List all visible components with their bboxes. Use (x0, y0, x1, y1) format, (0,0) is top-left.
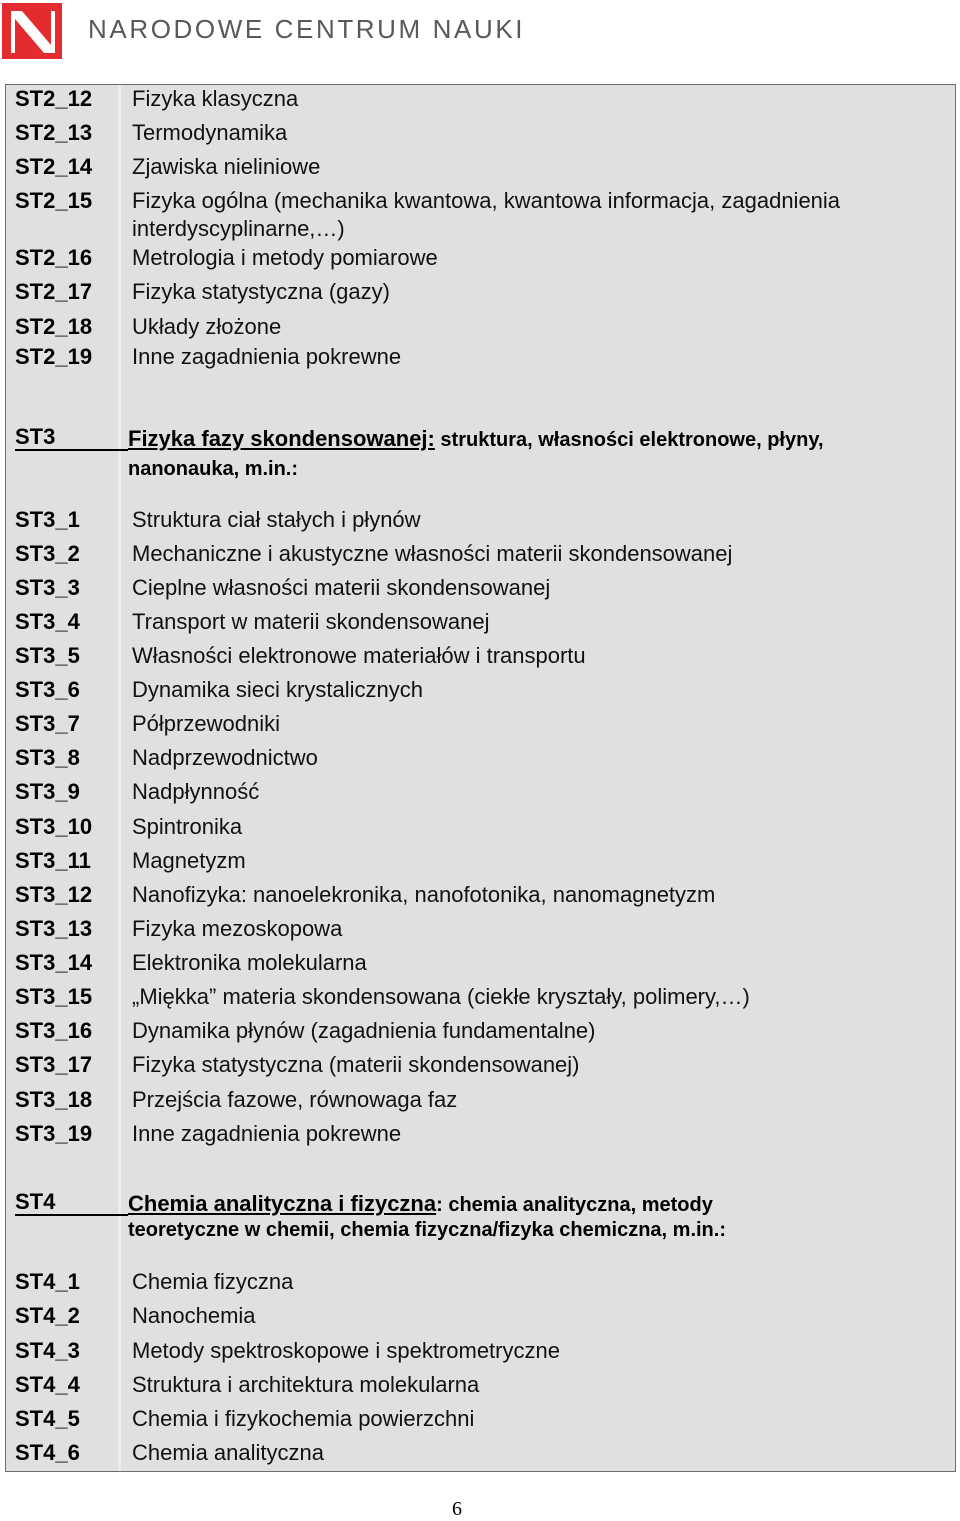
discipline-code: ST4_3 (15, 1338, 80, 1363)
section-title-line2: nanonauka, m.in.: (128, 458, 299, 480)
heading-underline (15, 1214, 128, 1216)
discipline-code: ST4_6 (15, 1440, 80, 1465)
discipline-name: Chemia fizyczna (132, 1269, 294, 1294)
discipline-code: ST2_12 (15, 86, 93, 111)
discipline-row (5, 1337, 956, 1371)
discipline-name-continued: interdyscyplinarne,…) (132, 216, 345, 241)
discipline-code: ST3_15 (15, 984, 93, 1009)
discipline-row (5, 540, 956, 574)
page-number: 6 (452, 1498, 462, 1520)
discipline-code: ST3_5 (15, 643, 80, 668)
discipline-name: Chemia i fizykochemia powierzchni (132, 1406, 475, 1431)
discipline-row (5, 676, 956, 710)
discipline-code: ST4_1 (15, 1269, 80, 1294)
section-code: ST4 (15, 1189, 56, 1214)
discipline-row (5, 343, 956, 377)
discipline-code: ST2_16 (15, 245, 93, 270)
section-title-line2: teoretyczne w chemii, chemia fizyczna/fizyka chemiczna, m.in.: (128, 1219, 726, 1241)
discipline-code: ST3_2 (15, 541, 80, 566)
discipline-name: „Miękka” materia skondensowana (ciekłe kryształy, polimery,…) (132, 984, 750, 1009)
discipline-row (5, 847, 956, 881)
discipline-row (5, 642, 956, 676)
discipline-name: Inne zagadnienia pokrewne (132, 1121, 402, 1146)
discipline-row (5, 85, 956, 119)
discipline-code: ST3_17 (15, 1052, 93, 1077)
discipline-name: Fizyka mezoskopowa (132, 916, 343, 941)
discipline-row (5, 744, 956, 778)
discipline-code: ST3_7 (15, 711, 80, 736)
discipline-name: Cieplne własności materii skondensowanej (132, 575, 551, 600)
discipline-code: ST4_5 (15, 1406, 80, 1431)
discipline-row (5, 1268, 956, 1302)
discipline-name: Metody spektroskopowe i spektrometryczne (132, 1338, 560, 1363)
section-heading (5, 423, 956, 493)
ncn-logo (2, 3, 62, 59)
discipline-row (5, 710, 956, 744)
discipline-row (5, 915, 956, 949)
discipline-code: ST3_12 (15, 882, 93, 907)
discipline-row (5, 153, 956, 187)
discipline-row (5, 313, 956, 347)
discipline-code: ST3_13 (15, 916, 93, 941)
discipline-name: Zjawiska nieliniowe (132, 154, 321, 179)
discipline-code: ST2_19 (15, 344, 93, 369)
section-title-main: Chemia analityczna i fizyczna (128, 1191, 437, 1216)
discipline-row (5, 119, 956, 153)
discipline-code: ST3_16 (15, 1018, 93, 1043)
discipline-name: Transport w materii skondensowanej (132, 609, 490, 634)
discipline-row (5, 244, 956, 278)
discipline-name: Nanofizyka: nanoelekronika, nanofotonika, nanomagnetyzm (132, 882, 716, 907)
discipline-row (5, 278, 956, 312)
discipline-row (5, 881, 956, 915)
discipline-row (5, 1405, 956, 1439)
discipline-name: Fizyka statystyczna (gazy) (132, 279, 390, 304)
discipline-code: ST2_13 (15, 120, 93, 145)
discipline-name: Dynamika płynów (zagadnienia fundamentalne) (132, 1018, 596, 1043)
discipline-code: ST4_2 (15, 1303, 80, 1328)
discipline-row (5, 574, 956, 608)
discipline-code: ST3_18 (15, 1087, 93, 1112)
discipline-name: Chemia analityczna (132, 1440, 324, 1465)
discipline-code: ST3_11 (15, 848, 91, 873)
discipline-row (5, 187, 956, 241)
discipline-row (5, 1051, 956, 1085)
discipline-name: Struktura i architektura molekularna (132, 1372, 480, 1397)
discipline-code: ST2_18 (15, 314, 93, 339)
discipline-name: Metrologia i metody pomiarowe (132, 245, 438, 270)
discipline-name: Struktura ciał stałych i płynów (132, 507, 421, 532)
section-title-main: Fizyka fazy skondensowanej: (128, 426, 435, 451)
discipline-name: Własności elektronowe materiałów i transportu (132, 643, 586, 668)
discipline-code: ST2_14 (15, 154, 93, 179)
discipline-code: ST2_17 (15, 279, 93, 304)
discipline-code: ST3_3 (15, 575, 80, 600)
discipline-name: Nadprzewodnictwo (132, 745, 318, 770)
discipline-row (5, 1371, 956, 1405)
discipline-row (5, 506, 956, 540)
discipline-row (5, 949, 956, 983)
page-header (0, 0, 960, 70)
discipline-name: Fizyka klasyczna (132, 86, 299, 111)
discipline-code: ST3_14 (15, 950, 93, 975)
discipline-code: ST3_6 (15, 677, 80, 702)
discipline-code: ST3_10 (15, 814, 93, 839)
section-code: ST3 (15, 424, 56, 449)
section-title (128, 423, 824, 456)
discipline-row (5, 778, 956, 812)
discipline-name: Fizyka ogólna (mechanika kwantowa, kwantowa informacja, zagadnienia (132, 188, 841, 213)
discipline-row (5, 608, 956, 642)
discipline-name: Inne zagadnienia pokrewne (132, 344, 402, 369)
discipline-name: Fizyka statystyczna (materii skondensowanej) (132, 1052, 580, 1077)
section-title-rest: : chemia analityczna, metody (436, 1194, 713, 1216)
section-title-rest: struktura, własności elektronowe, płyny, (434, 429, 824, 451)
discipline-name: Układy złożone (132, 314, 282, 339)
discipline-code: ST3_19 (15, 1121, 93, 1146)
discipline-name: Spintronika (132, 814, 243, 839)
discipline-name: Dynamika sieci krystalicznych (132, 677, 423, 702)
discipline-name: Półprzewodniki (132, 711, 280, 736)
discipline-name: Nadpłynność (132, 779, 260, 804)
discipline-code: ST3_1 (15, 507, 80, 532)
discipline-row (5, 1086, 956, 1120)
discipline-row (5, 1439, 956, 1473)
discipline-name: Mechaniczne i akustyczne własności materii skondensowanej (132, 541, 733, 566)
section-heading (5, 1188, 956, 1258)
discipline-name: Magnetyzm (132, 848, 246, 873)
discipline-code: ST2_15 (15, 188, 93, 213)
discipline-name: Elektronika molekularna (132, 950, 367, 975)
discipline-code: ST3_4 (15, 609, 80, 634)
discipline-name: Termodynamika (132, 120, 288, 145)
discipline-row (5, 813, 956, 847)
discipline-name: Przejścia fazowe, równowaga faz (132, 1087, 458, 1112)
discipline-row (5, 1302, 956, 1336)
discipline-name: Nanochemia (132, 1303, 256, 1328)
organization-name: NARODOWE CENTRUM NAUKI (88, 14, 526, 44)
heading-underline (15, 449, 128, 451)
discipline-code: ST4_4 (15, 1372, 80, 1397)
discipline-code: ST3_8 (15, 745, 80, 770)
discipline-row (5, 983, 956, 1017)
discipline-row (5, 1017, 956, 1051)
discipline-row (5, 1120, 956, 1154)
discipline-code: ST3_9 (15, 779, 80, 804)
